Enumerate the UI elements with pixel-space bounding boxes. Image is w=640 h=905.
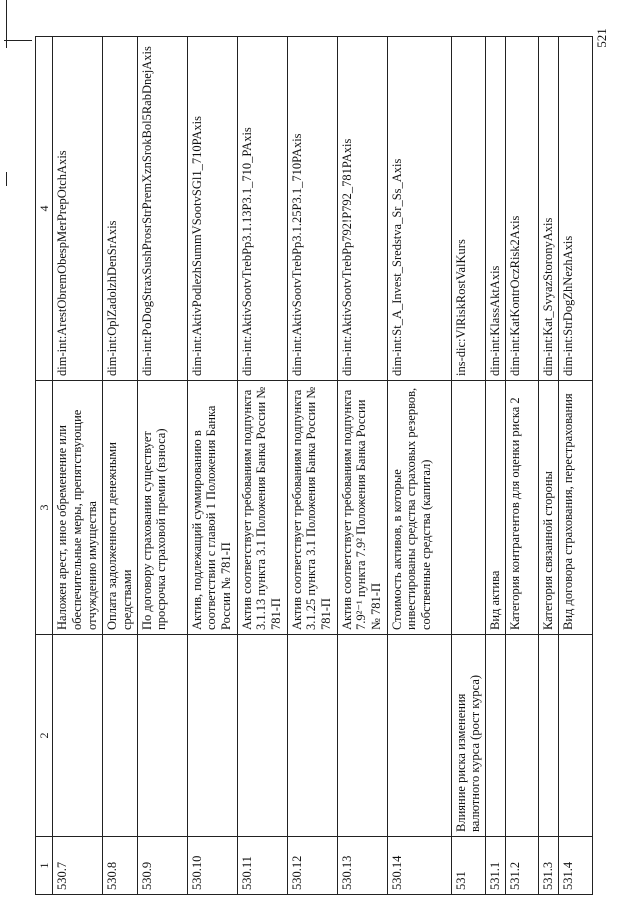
- row-description: Вид договора страхования, перестрахования: [558, 381, 592, 635]
- row-dimension: dim-int:AktivSootvTrebPp792!P792_781PAxis: [337, 37, 387, 381]
- table-row: [287, 37, 337, 895]
- row-dimension: dim-int:St_A_Invest_Sredstva_Sr_Ss_Axis: [387, 37, 451, 381]
- row-id: 531.2: [505, 837, 538, 895]
- row-description: Стоимость активов, в которые инвестированы средства страховых резервов, собственные средства (капитал): [387, 381, 451, 635]
- table-row: [103, 37, 138, 895]
- row-description: Наложен арест, иное обременение или обеспечительные меры, препятствующие отчуждению имущества: [53, 381, 103, 635]
- row-name: [287, 635, 337, 837]
- row-description: [451, 381, 486, 635]
- row-id: 531.4: [558, 837, 592, 895]
- header-col-2: 2: [36, 635, 53, 837]
- row-name: [187, 635, 237, 837]
- scan-mark-line-mid: [6, 172, 7, 186]
- row-dimension: dim-int:AktivSootvTrebPp3.1.25P3.1_710PAxis: [287, 37, 337, 381]
- table-header-row: [36, 37, 53, 895]
- row-description: Актив соответствует требованиям подпункта 7.9²⁻¹ пункта 7.9² Положения Банка России № 781-П: [337, 381, 387, 635]
- table-row: [53, 37, 103, 895]
- row-description: Категория связанной стороны: [538, 381, 558, 635]
- row-id: 531.3: [538, 837, 558, 895]
- page-number: 521: [594, 28, 609, 48]
- table-row: [486, 37, 506, 895]
- row-dimension: dim-int:Kat_SvyazStoronyAxis: [538, 37, 558, 381]
- header-col-3: 3: [36, 381, 53, 635]
- row-description: Актив соответствует требованиям подпункта 3.1.25 пункта 3.1 Положения Банка России № 781-П: [287, 381, 337, 635]
- header-col-1: 1: [36, 837, 53, 895]
- row-name: [387, 635, 451, 837]
- table-row: [451, 37, 486, 895]
- table-row: [558, 37, 592, 895]
- row-id: 530.7: [53, 837, 103, 895]
- table-row: [337, 37, 387, 895]
- row-description: Вид актива: [486, 381, 506, 635]
- row-dimension: ins-dic:VlRiskRostValKurs: [451, 37, 486, 381]
- rotated-page: [35, 37, 575, 895]
- row-name: [538, 635, 558, 837]
- row-name: [137, 635, 187, 837]
- row-id: 530.10: [187, 837, 237, 895]
- row-dimension: dim-int:OplZadolzhDenSrAxis: [103, 37, 138, 381]
- row-dimension: dim-int:AktivPodlezhSummVSootvSGl1_710PAxis: [187, 37, 237, 381]
- row-description: По договору страхования существует просрочка страховой премии (взноса): [137, 381, 187, 635]
- row-name: [103, 635, 138, 837]
- row-name: [237, 635, 287, 837]
- row-id: 530.8: [103, 837, 138, 895]
- row-id: 530.12: [287, 837, 337, 895]
- row-description: Оплата задолженности денежными средствами: [103, 381, 138, 635]
- row-dimension: dim-int:ArestObremObespMerPrepOtchAxis: [53, 37, 103, 381]
- row-name: [337, 635, 387, 837]
- table-row: [538, 37, 558, 895]
- row-id: 531.1: [486, 837, 506, 895]
- table-row: [237, 37, 287, 895]
- row-name: [486, 635, 506, 837]
- row-id: 530.11: [237, 837, 287, 895]
- scan-mark-tick-top: [4, 40, 32, 41]
- reference-table: [35, 36, 593, 895]
- row-dimension: dim-int:KatKontrOczRisk2Axis: [505, 37, 538, 381]
- row-description: Категория контрагентов для оценки риска 2: [505, 381, 538, 635]
- row-dimension: dim-int:PoDogStraxSushProsrStrPremXznSrokBol5RabDnejAxis: [137, 37, 187, 381]
- row-name: Влияние риска изменения валютного курса (рост курса): [451, 635, 486, 837]
- row-description: Актив, подлежащий суммированию в соответствии с главой 1 Положения Банка России № 781-П: [187, 381, 237, 635]
- table-row: [187, 37, 237, 895]
- row-name: [505, 635, 538, 837]
- table-row: [505, 37, 538, 895]
- row-description: Актив соответствует требованиям подпункта 3.1.13 пункта 3.1 Положения Банка России № 781-П: [237, 381, 287, 635]
- row-dimension: dim-int:StrDogZhNezhAxis: [558, 37, 592, 381]
- row-id: 530.14: [387, 837, 451, 895]
- row-id: 530.9: [137, 837, 187, 895]
- row-name: [53, 635, 103, 837]
- row-id: 530.13: [337, 837, 387, 895]
- header-col-4: 4: [36, 37, 53, 381]
- table-row: [137, 37, 187, 895]
- row-id: 531: [451, 837, 486, 895]
- row-dimension: dim-int:AktivSootvTrebPp3.1.13P3.1_710_PAxis: [237, 37, 287, 381]
- table-row: [387, 37, 451, 895]
- row-dimension: dim-int:KlassAktAxis: [486, 37, 506, 381]
- row-name: [558, 635, 592, 837]
